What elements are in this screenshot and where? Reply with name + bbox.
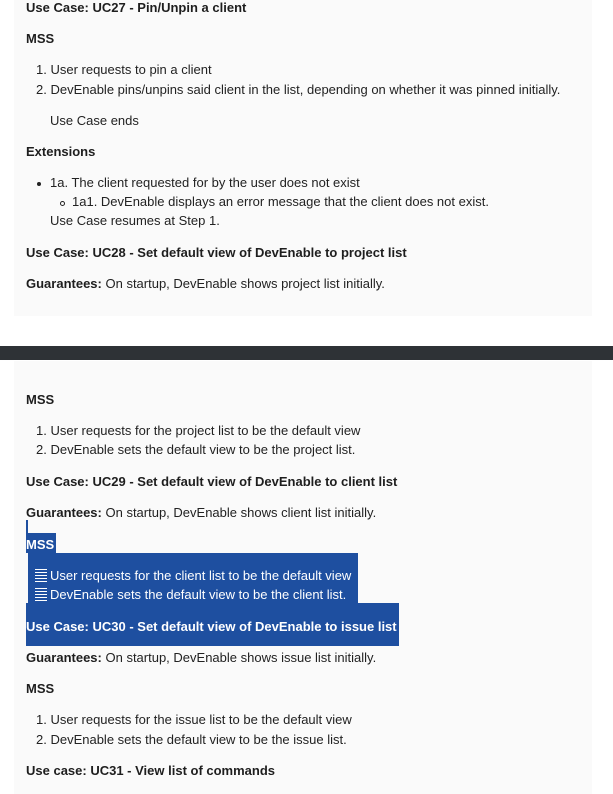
bullet-icon: [37, 182, 41, 186]
uc27-use-case-ends: Use Case ends: [50, 113, 139, 128]
uc28-guarantees-text: On startup, DevEnable shows project list initially.: [101, 276, 385, 291]
uc30-guarantees-text: On startup, DevEnable shows issue list initially.: [101, 650, 377, 665]
list-marker-icon: [35, 588, 47, 602]
uc29-guarantees: [26, 505, 376, 521]
uc27-resumes: Use Case resumes at Step 1.: [50, 213, 220, 228]
uc27-extension-1a1: 1a1. DevEnable displays an error message that the client does not exist.: [72, 194, 489, 209]
uc30-guarantees: [26, 650, 376, 666]
uc29-guarantees-text: On startup, DevEnable shows client list initially.: [101, 505, 377, 520]
uc27-mss-heading: MSS: [26, 31, 55, 46]
uc29-guarantees-label: Guarantees:: [26, 505, 102, 520]
uc31-title: Use case: UC31 - View list of commands: [26, 763, 276, 778]
uc29-mss-step-2: DevEnable sets the default view to be the client list.: [50, 587, 347, 602]
document-panel-top: [14, 0, 592, 316]
uc27-mss-step-1: 1. User requests to pin a client: [36, 62, 212, 77]
uc27-title: Use Case: UC27 - Pin/Unpin a client: [26, 0, 247, 15]
circle-bullet-icon: [60, 201, 65, 206]
uc27-extensions-heading: Extensions: [26, 144, 96, 159]
uc28-mss-step-2: 2. DevEnable sets the default view to be the project list.: [36, 442, 356, 457]
uc30-mss-step-1: 1. User requests for the issue list to be the default view: [36, 712, 352, 727]
uc28-mss-heading: MSS: [26, 392, 55, 407]
uc28-title: Use Case: UC28 - Set default view of DevEnable to project list: [26, 245, 407, 260]
uc29-title: Use Case: UC29 - Set default view of DevEnable to client list: [26, 474, 398, 489]
uc30-title: Use Case: UC30 - Set default view of DevEnable to issue list: [26, 619, 397, 634]
uc28-mss-step-1: 1. User requests for the project list to be the default view: [36, 423, 361, 438]
uc29-mss-heading: MSS: [26, 537, 55, 552]
list-marker-icon: [35, 569, 47, 583]
uc30-mss-step-2: 2. DevEnable sets the default view to be the issue list.: [36, 732, 347, 747]
window-divider-bar: [0, 346, 613, 360]
uc30-mss-heading: MSS: [26, 681, 55, 696]
uc30-guarantees-label: Guarantees:: [26, 650, 102, 665]
uc27-extension-1a: 1a. The client requested for by the user does not exist: [50, 175, 360, 190]
uc29-mss-step-1: User requests for the client list to be the default view: [50, 568, 352, 583]
uc28-guarantees: [26, 276, 385, 292]
uc27-mss-step-2: 2. DevEnable pins/unpins said client in the list, depending on whether it was pinned initially.: [36, 82, 561, 97]
uc28-guarantees-label: Guarantees:: [26, 276, 102, 291]
